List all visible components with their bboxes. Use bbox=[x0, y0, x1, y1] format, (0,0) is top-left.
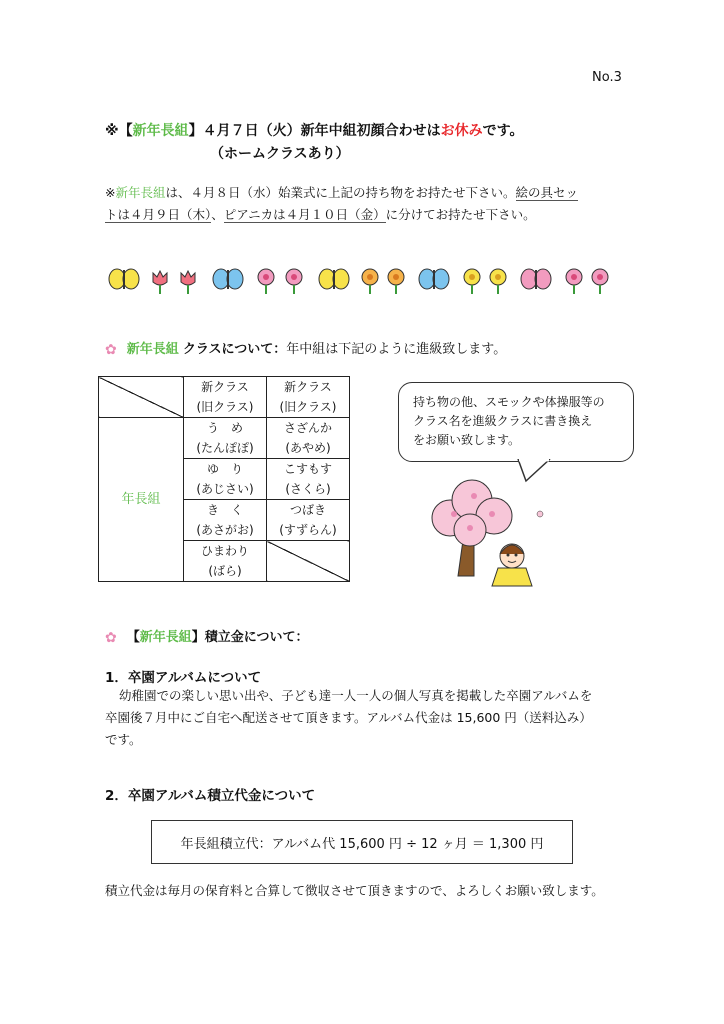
tulip-icon bbox=[153, 271, 167, 294]
table-cell bbox=[184, 459, 267, 500]
heading-mid: 】４月７日（火）新年中組初顔合わせは bbox=[188, 123, 441, 139]
calculation-box: 年長組積立代：アルバム代 15,600 円 ÷ 12 ヶ月 ＝ 1,300 円 bbox=[151, 820, 573, 864]
decorative-border-illustration bbox=[108, 262, 618, 296]
savings-heading bbox=[105, 626, 309, 646]
notice-text-2: 、 bbox=[211, 207, 224, 222]
table-corner-cell bbox=[99, 377, 184, 418]
flower-icon bbox=[592, 269, 608, 294]
header-old-label: (旧クラス) bbox=[279, 400, 337, 414]
class-section-heading bbox=[105, 338, 506, 358]
class-table bbox=[98, 376, 350, 582]
empty-cell bbox=[267, 541, 350, 582]
heading-suffix: です。 bbox=[482, 123, 524, 139]
bubble-line: 持ち物の他、スモックや体操服等の bbox=[413, 395, 605, 409]
class-new: ひまわり bbox=[200, 544, 249, 558]
class-new: う め bbox=[206, 421, 243, 435]
class-new: さざんか bbox=[283, 421, 332, 435]
class-old: (すずらん) bbox=[279, 523, 337, 537]
header-new-label: 新クラス bbox=[284, 380, 332, 394]
butterfly-icon bbox=[109, 269, 139, 289]
flower-icon bbox=[362, 269, 378, 294]
table-header-cell bbox=[184, 377, 267, 418]
group-label: 年長組 bbox=[99, 418, 184, 582]
table-cell bbox=[267, 459, 350, 500]
notice-paragraph bbox=[105, 182, 625, 226]
butterfly-icon bbox=[419, 269, 449, 289]
flower-icon bbox=[388, 269, 404, 294]
heading-subline: （ホームクラスあり） bbox=[210, 146, 350, 162]
class-old: (ばら) bbox=[208, 564, 242, 578]
table-row bbox=[99, 418, 350, 459]
item1-heading: 1．卒園アルバムについて bbox=[105, 670, 262, 686]
class-old: (あさがお) bbox=[196, 523, 254, 537]
flower-icon bbox=[464, 269, 480, 294]
flower-icon bbox=[286, 269, 302, 294]
savings-group: 新年長組 bbox=[139, 630, 192, 645]
notice-text-3: に分けてお持たせ下さい。 bbox=[385, 207, 536, 222]
bubble-line: クラス名を進級クラスに書き換え bbox=[413, 414, 593, 428]
bubble-line: をお願い致します。 bbox=[413, 433, 521, 447]
class-section-title: クラスについて： bbox=[182, 342, 287, 357]
footer-note: 積立代金は毎月の保育料と合算して徴収させて頂きますので、よろしくお願い致します。 bbox=[105, 883, 604, 898]
class-section-group: 新年長組 bbox=[126, 342, 179, 357]
notice-pianica: ピアニカは４月１０日（金） bbox=[223, 207, 386, 222]
heading-group: 新年長組 bbox=[132, 123, 189, 139]
cherry-tree-girl-illustration bbox=[430, 478, 560, 588]
announcement-heading bbox=[105, 120, 524, 140]
table-cell bbox=[184, 541, 267, 582]
notice-paint-date: トは４月９日（木） bbox=[105, 207, 212, 222]
class-new: ゆ り bbox=[206, 462, 243, 476]
notice-group: 新年長組 bbox=[115, 185, 166, 200]
table-cell bbox=[267, 500, 350, 541]
header-old-label: (旧クラス) bbox=[196, 400, 254, 414]
table-cell bbox=[184, 418, 267, 459]
class-old: (たんぽぽ) bbox=[196, 441, 254, 455]
savings-title: 】積立金について： bbox=[191, 630, 309, 645]
table-header-cell bbox=[267, 377, 350, 418]
class-old: (さくら) bbox=[285, 482, 331, 496]
butterfly-icon bbox=[319, 269, 349, 289]
header-new-label: 新クラス bbox=[201, 380, 249, 394]
flower-icon bbox=[566, 269, 582, 294]
flower-icon bbox=[258, 269, 274, 294]
item1-body bbox=[105, 685, 645, 751]
item1-line: 卒園後７月中にご自宅へ配送させて頂きます。アルバム代金は 15,600 円（送料込み） bbox=[105, 710, 592, 725]
class-new: こすもす bbox=[283, 462, 332, 476]
class-new: つばき bbox=[289, 503, 326, 517]
notice-mark: ※ bbox=[105, 185, 116, 200]
page-number: No.3 bbox=[592, 70, 622, 85]
flower-icon: ✿ bbox=[105, 629, 117, 646]
butterfly-icon bbox=[213, 269, 243, 289]
savings-bracket-open: 【 bbox=[126, 630, 140, 645]
class-old: (あやめ) bbox=[285, 441, 331, 455]
class-old: (あじさい) bbox=[196, 482, 254, 496]
heading-holiday: お休み bbox=[440, 123, 483, 139]
speech-bubble bbox=[398, 382, 634, 462]
item1-line: 幼稚園での楽しい思い出や、子ども達一人一人の個人写真を掲載した卒園アルバムを bbox=[119, 688, 593, 703]
flower-icon bbox=[490, 269, 506, 294]
butterfly-icon bbox=[521, 269, 551, 289]
tulip-icon bbox=[181, 271, 195, 294]
table-cell bbox=[184, 500, 267, 541]
item2-heading: 2．卒園アルバム積立代金について bbox=[105, 788, 316, 804]
item1-line: です。 bbox=[105, 732, 142, 747]
flower-icon: ✿ bbox=[105, 341, 117, 358]
class-section-desc: 年中組は下記のように進級致します。 bbox=[286, 342, 507, 357]
notice-text-1: は、４月８日（水）始業式に上記の持ち物をお持たせ下さい。 bbox=[165, 185, 516, 200]
notice-paint-set: 絵の具セッ bbox=[515, 185, 579, 200]
table-header-row bbox=[99, 377, 350, 418]
heading-prefix: ※【 bbox=[105, 123, 133, 139]
table-cell bbox=[267, 418, 350, 459]
class-new: き く bbox=[206, 503, 243, 517]
